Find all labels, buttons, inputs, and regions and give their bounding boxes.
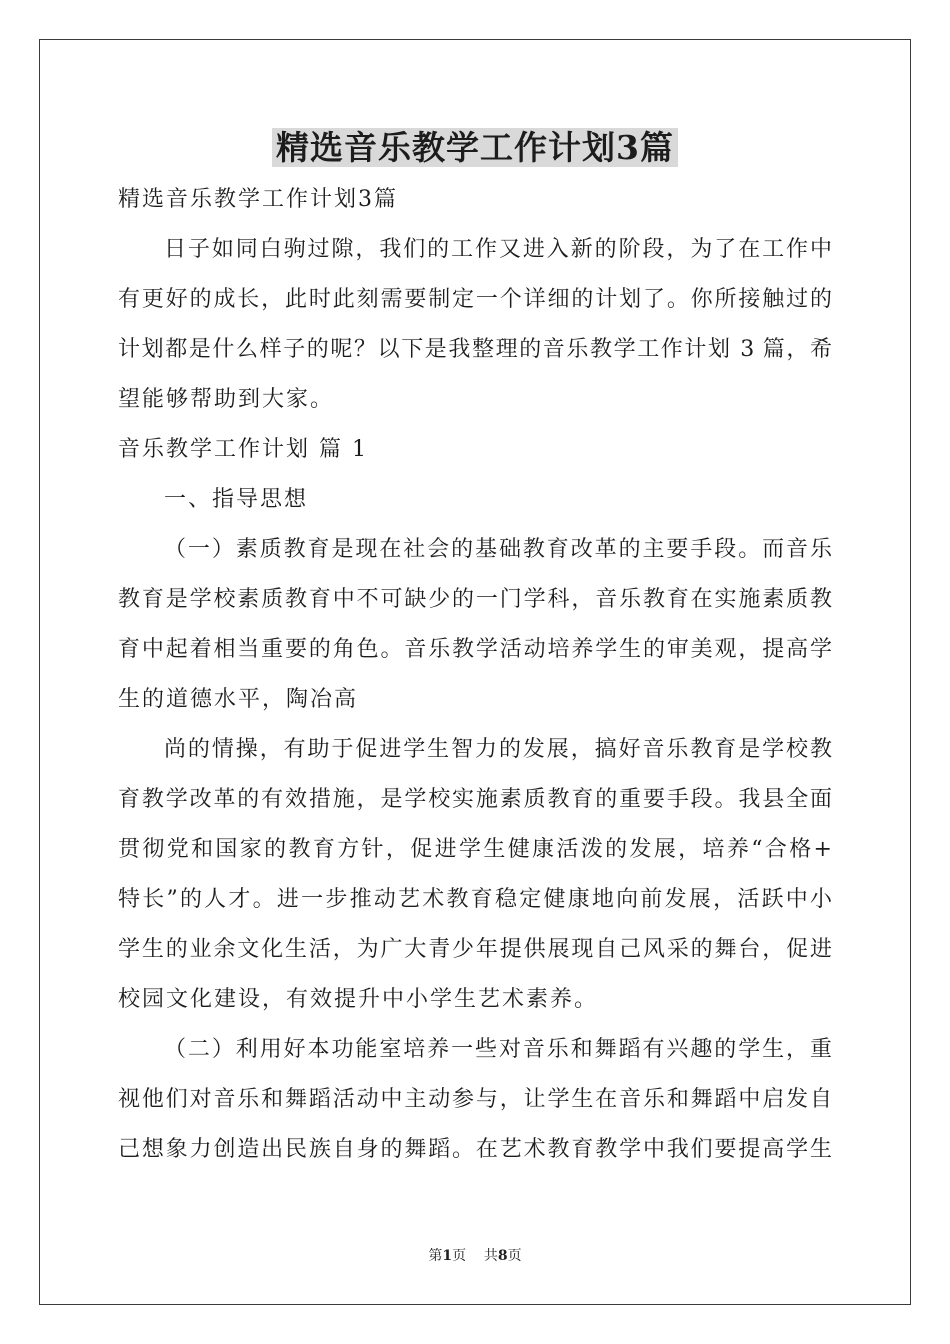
paragraph-line: 己想象力创造出民族自身的舞蹈。在艺术教育教学中我们要提高学生: [118, 1137, 832, 1162]
paragraph-line: 计划都是什么样子的呢？以下是我整理的音乐教学工作计划 3 篇，希: [118, 337, 832, 362]
total-prefix: 共: [483, 1248, 498, 1264]
page-footer: [0, 1246, 950, 1266]
paragraph-line: 校园文化建设，有效提升中小学生艺术素养。: [118, 987, 599, 1012]
document-subtitle: 精选音乐教学工作计划3篇: [118, 187, 398, 212]
page-border: [39, 39, 911, 1305]
paragraph-line: 尚的情操，有助于促进学生智力的发展，搞好音乐教育是学校教: [164, 737, 832, 762]
document-title: [0, 126, 950, 170]
paragraph-line: 育教学改革的有效措施，是学校实施素质教育的重要手段。我县全面: [118, 787, 832, 812]
paragraph-line: 学生的业余文化生活，为广大青少年提供展现自己风采的舞台，促进: [118, 937, 832, 962]
total-suffix: 页: [507, 1248, 522, 1264]
paragraph-line: 特长”的人才。进一步推动艺术教育稳定健康地向前发展，活跃中小: [118, 887, 832, 912]
page-prefix: 第: [428, 1248, 443, 1264]
paragraph-line: 望能够帮助到大家。: [118, 387, 335, 412]
page-number: 1: [442, 1248, 453, 1264]
paragraph-line: （一）素质教育是现在社会的基础教育改革的主要手段。而音乐: [164, 537, 832, 562]
total-pages: 8: [497, 1248, 508, 1264]
paragraph-line: 视他们对音乐和舞蹈活动中主动参与，让学生在音乐和舞蹈中启发自: [118, 1087, 832, 1112]
document-title-text: 精选音乐教学工作计划3篇: [272, 128, 678, 167]
paragraph-line: 生的道德水平，陶冶高: [118, 687, 359, 712]
subsection-heading: 一、指导思想: [164, 487, 309, 512]
paragraph-line: 贯彻党和国家的教育方针，促进学生健康活泼的发展，培养“合格+: [118, 837, 832, 862]
paragraph-line: 教育是学校素质教育中不可缺少的一门学科，音乐教育在实施素质教: [118, 587, 832, 612]
paragraph-line: （二）利用好本功能室培养一些对音乐和舞蹈有兴趣的学生，重: [164, 1037, 832, 1062]
section-heading: 音乐教学工作计划 篇 1: [118, 437, 368, 462]
paragraph-line: 有更好的成长，此时此刻需要制定一个详细的计划了。你所接触过的: [118, 287, 832, 312]
page-suffix: 页: [452, 1248, 467, 1264]
paragraph-line: 育中起着相当重要的角色。音乐教学活动培养学生的审美观，提高学: [118, 637, 832, 662]
paragraph-line: 日子如同白驹过隙，我们的工作又进入新的阶段，为了在工作中: [164, 237, 832, 262]
